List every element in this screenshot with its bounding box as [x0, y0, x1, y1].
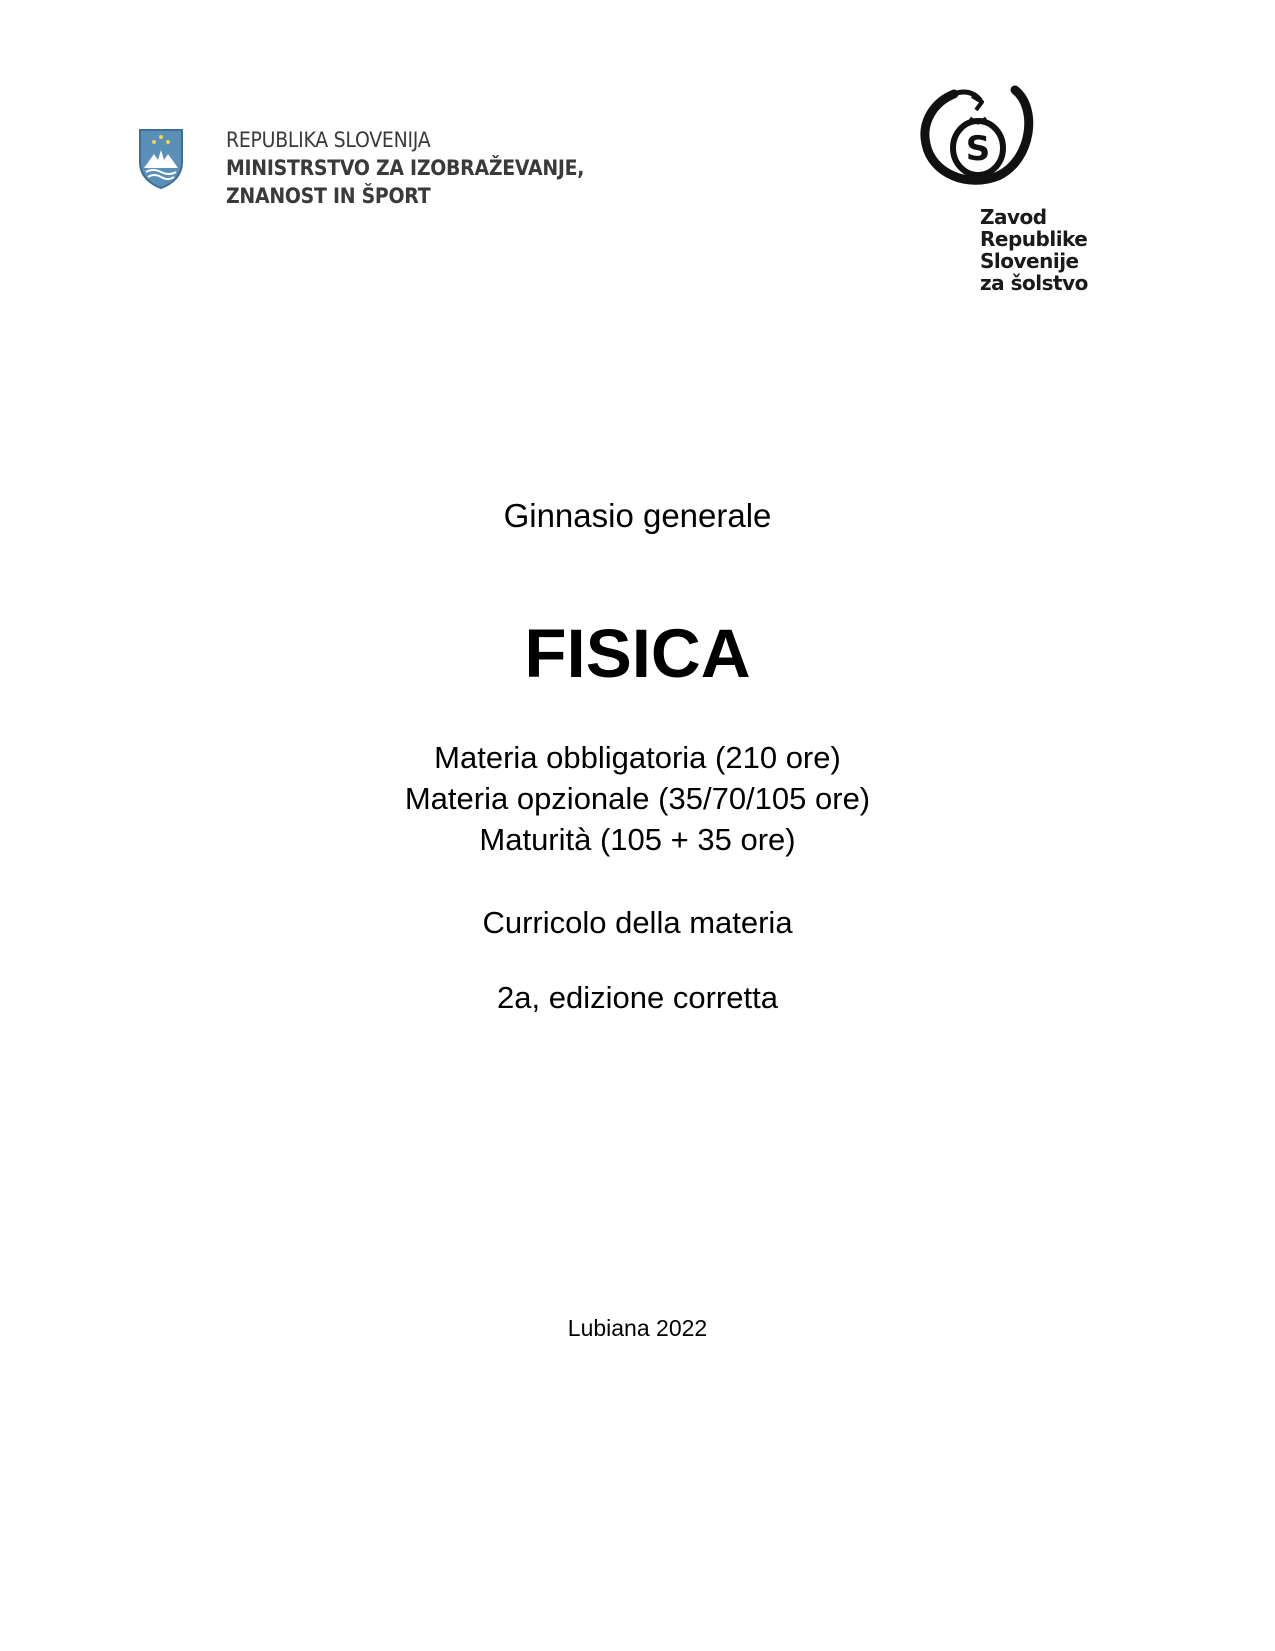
zrss-mark-letter: S — [965, 129, 991, 169]
hours-mandatory: Materia obbligatoria (210 ore) — [434, 740, 841, 775]
zrss-line-republike: Republike — [980, 227, 1088, 251]
zrss-name — [980, 206, 1088, 294]
hours-optional: Materia opzionale (35/70/105 ore) — [404, 781, 871, 816]
subject-title: FISICA — [524, 615, 751, 692]
ministry-line-ministry: MINISTRSTVO ZA IZOBRAŽEVANJE, — [226, 156, 585, 180]
hours-matura: Maturità (105 + 35 ore) — [479, 822, 796, 857]
zrss-swirl-s-icon — [920, 78, 1040, 196]
zrss-logo — [920, 78, 1100, 300]
edition-label: 2a, edizione corretta — [497, 980, 778, 1015]
ministry-logo — [138, 126, 608, 216]
ministry-name — [226, 126, 624, 210]
ministry-line-science-sport: ZNANOST IN ŠPORT — [226, 184, 431, 208]
slovenia-coat-of-arms-icon — [138, 128, 184, 190]
place-year: Lubiana 2022 — [567, 1315, 708, 1341]
curriculum-label: Curricolo della materia — [482, 905, 793, 940]
hours-block — [0, 737, 1275, 860]
zrss-line-za-solstvo: za šolstvo — [980, 271, 1088, 295]
zrss-line-zavod: Zavod — [980, 205, 1047, 229]
ministry-line-republic: REPUBLIKA SLOVENIJA — [226, 128, 431, 152]
zrss-line-slovenije: Slovenije — [980, 249, 1079, 273]
school-type: Ginnasio generale — [503, 497, 772, 534]
